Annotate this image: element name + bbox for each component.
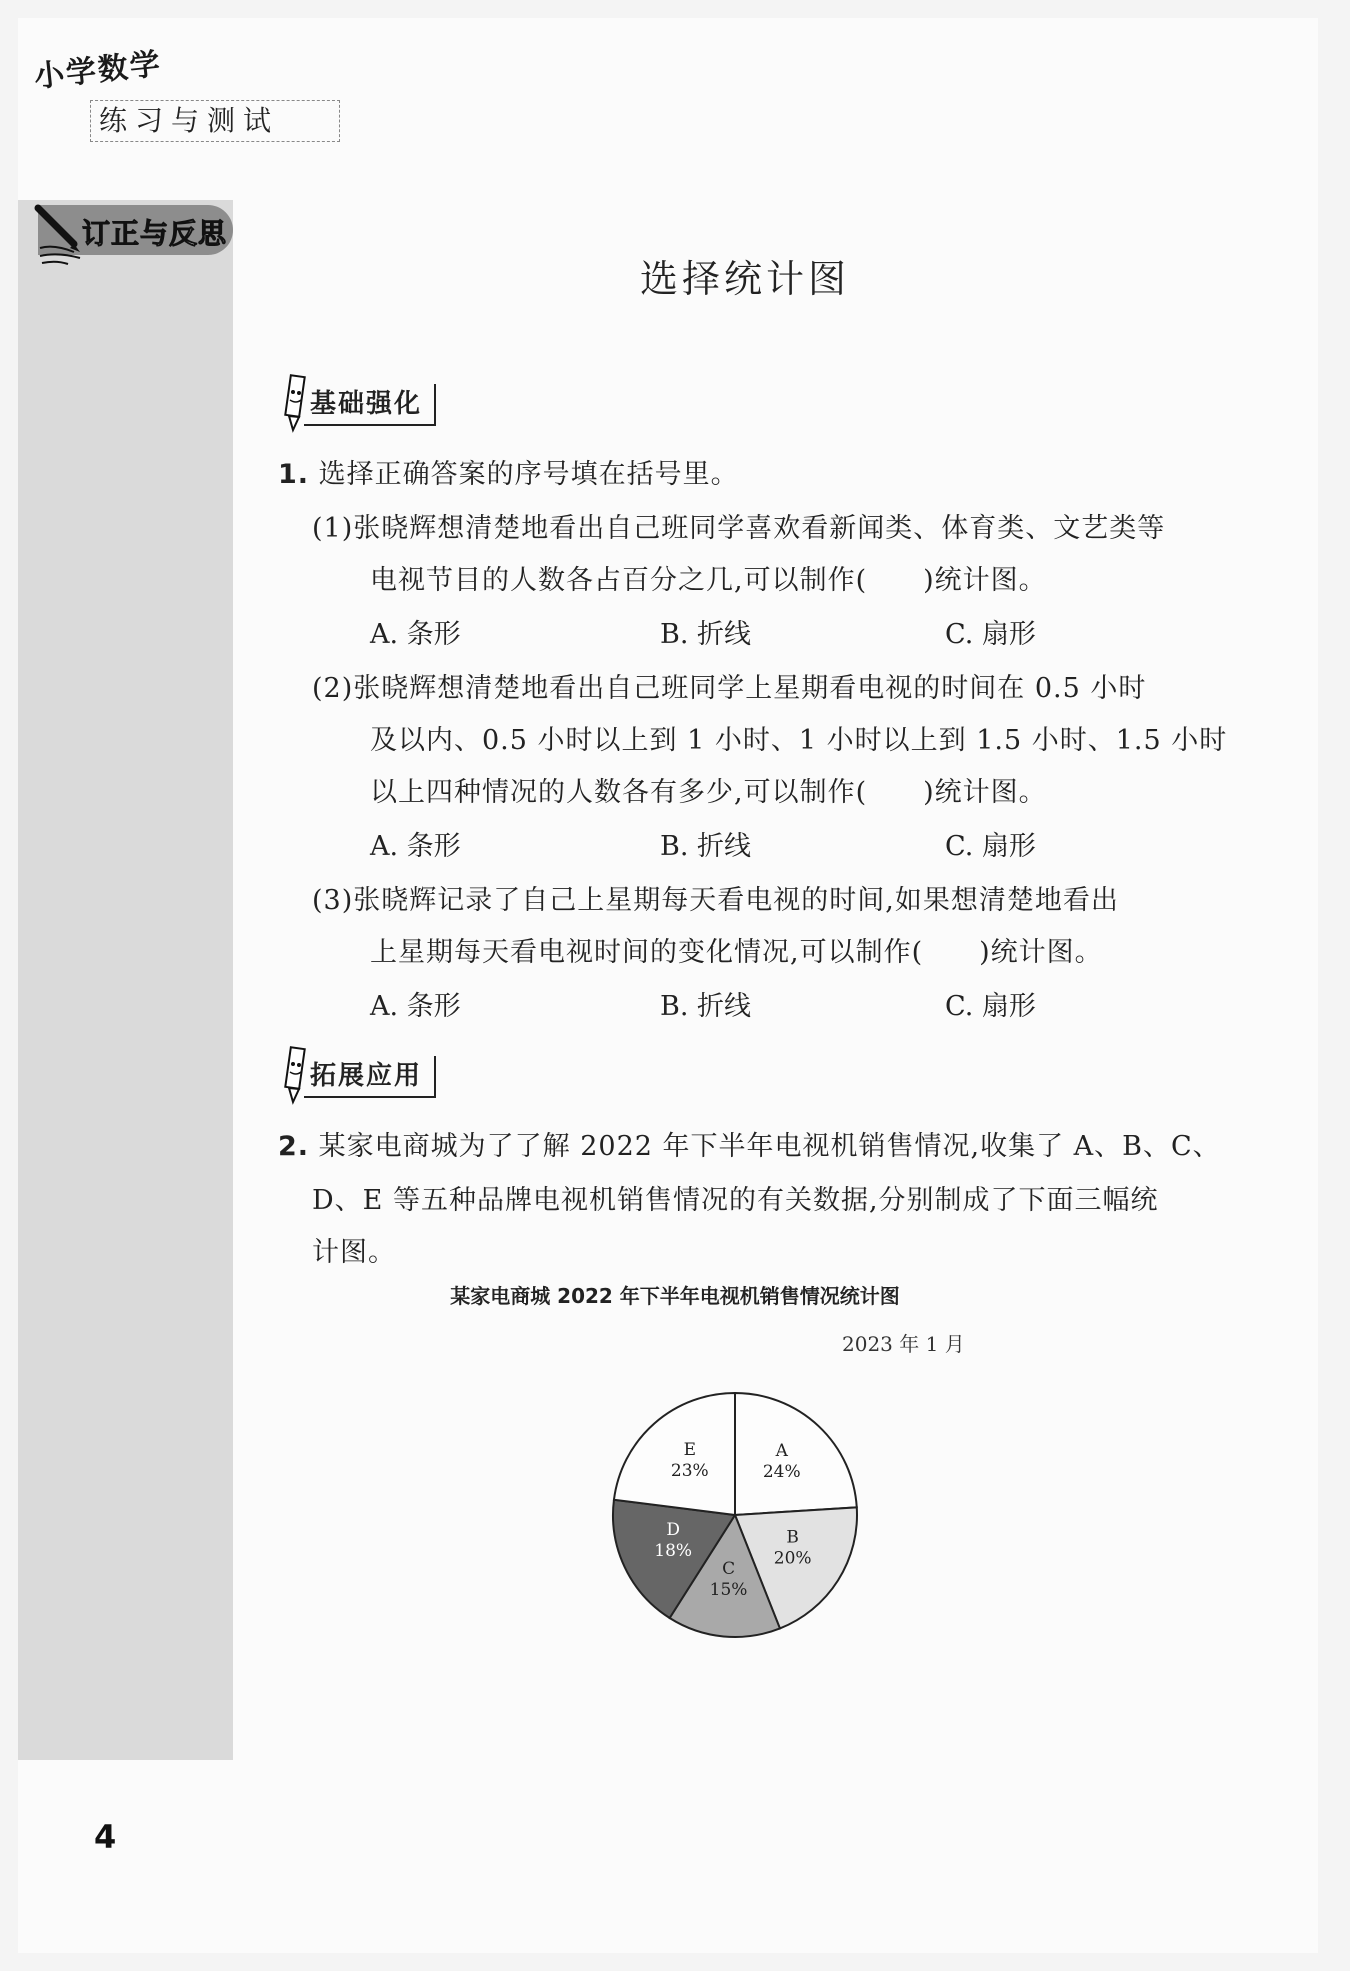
q1-p2-line2: 及以内、0.5 小时以上到 1 小时、1 小时以上到 1.5 小时、1.5 小时 — [370, 725, 1228, 756]
q1-p1-line1: (1)张晓辉想清楚地看出自己班同学喜欢看新闻类、体育类、文艺类等 — [312, 513, 1166, 544]
option-b: B. 折线 — [660, 991, 752, 1022]
option-a: A. 条形 — [370, 991, 461, 1022]
option-c: C. 扇形 — [945, 991, 1036, 1022]
pie-pct-c: 15% — [709, 1580, 748, 1601]
page-number: 4 — [94, 1818, 117, 1856]
pie-pct-e: 23% — [670, 1460, 709, 1481]
option-b: B. 折线 — [660, 619, 752, 650]
section-label: 拓展应用 — [304, 1056, 436, 1098]
book-subtitle: 练习与测试 — [90, 100, 340, 142]
q2-line2: D、E 等五种品牌电视机销售情况的有关数据,分别制成了下面三幅统 — [312, 1185, 1159, 1216]
chart-date: 2023 年 1 月 — [842, 1332, 965, 1356]
option-a: A. 条形 — [370, 831, 461, 862]
option-c: C. 扇形 — [945, 831, 1036, 862]
question-number: 1. — [278, 459, 310, 490]
option-a: A. 条形 — [370, 619, 461, 650]
pie-slice-e — [614, 1393, 735, 1515]
option-b: B. 折线 — [660, 831, 752, 862]
pie-label-c: C — [722, 1559, 736, 1580]
section-label: 基础强化 — [304, 384, 436, 426]
q2-line3: 计图。 — [312, 1237, 396, 1268]
pie-pct-a: 24% — [762, 1462, 801, 1483]
correction-tab-label: 订正与反思 — [82, 217, 228, 250]
pie-label-a: A — [775, 1441, 788, 1462]
option-c: C. 扇形 — [945, 619, 1036, 650]
q1-p2-line1: (2)张晓辉想清楚地看出自己班同学上星期看电视的时间在 0.5 小时 — [312, 673, 1147, 704]
correction-column — [18, 200, 233, 1760]
chart-title: 某家电商城 2022 年下半年电视机销售情况统计图 — [450, 1284, 900, 1308]
question-text: 某家电商城为了了解 2022 年下半年电视机销售情况,收集了 A、B、C、 — [318, 1131, 1221, 1162]
pie-pct-d: 18% — [654, 1541, 693, 1562]
q1-p1-line2: 电视节目的人数各占百分之几,可以制作( )统计图。 — [370, 565, 1047, 596]
q1-p3-line2: 上星期每天看电视时间的变化情况,可以制作( )统计图。 — [370, 937, 1103, 968]
question-text: 选择正确答案的序号填在括号里。 — [318, 459, 739, 490]
pie-label-e: E — [683, 1439, 697, 1460]
pie-label-b: B — [786, 1527, 799, 1548]
sales-pie-chart — [590, 1370, 880, 1660]
q2-line1 — [278, 1124, 1221, 1163]
pie-label-d: D — [666, 1520, 681, 1541]
q1-p2-line3: 以上四种情况的人数各有多少,可以制作( )统计图。 — [370, 777, 1047, 808]
pie-pct-b: 20% — [773, 1548, 812, 1569]
book-title: 小学数学 — [32, 46, 164, 95]
q1-p3-line1: (3)张晓辉记录了自己上星期每天看电视的时间,如果想清楚地看出 — [312, 885, 1119, 916]
lesson-title: 选择统计图 — [640, 257, 851, 301]
question-number: 2. — [278, 1131, 310, 1162]
q1-stem — [278, 452, 739, 491]
pie-slice-a — [735, 1393, 857, 1515]
